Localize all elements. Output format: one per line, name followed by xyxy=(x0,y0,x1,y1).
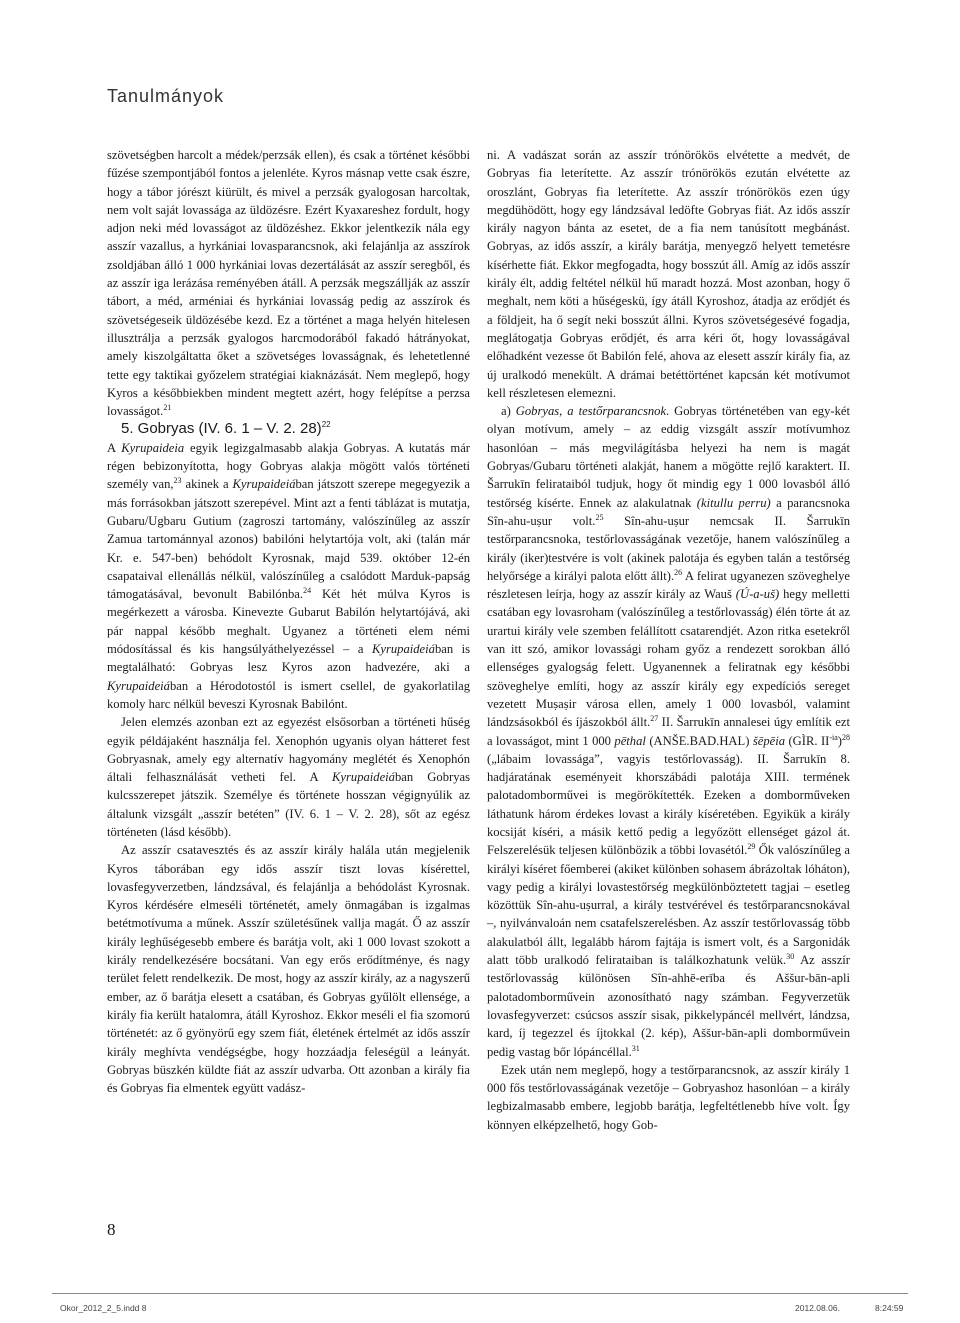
footnote-ref: 27 xyxy=(650,714,659,724)
footnote-ref: 25 xyxy=(595,512,604,522)
crop-line xyxy=(52,1293,908,1294)
paragraph: Jelen elemzés azonban ezt az egyezést elsősorban a történeti hűség egyik példájaként használja fel. Xenophón ugyanis olyan hátteret fest Gobryasnak, amely egy alternatív hagyomány meglétét és Xenophón általi felhasználását vetheti fel. A Kyrupaideiában Gobryas kulcsszerepet játszik. Személye és története hosszan végignyúlik az általunk vizsgált „asszír betéten” (IV. 6. 1 – V. 2. 28), sőt az egész történeten (lásd később). xyxy=(107,715,470,839)
footer-date: 2012.08.06. xyxy=(795,1303,840,1313)
paragraph: a) Gobryas, a testőrparancsnok. Gobryas történetében van egy-két olyan motívum, amely – az eddig vizsgált asszír motívumhoz hasonlóan – más megvilágításba helyezi ha nem is magát Gobryas/Gubaru történeti alakját, hanem a mögötte rejlő karaktert. II. Šarrukīn felirataiból tudjuk, hogy őt mindig egy 1 000 lovasból álló testőrség kísérte. Ennek az alakulatnak (kitullu perru) a parancsnoka Sîn-ahu-uṣur volt.$^{25}$ Sîn-ahu-uṣur nemcsak II. Šarrukīn testőrparancsnoka, testőrlovasságának vezetője, hanem valószínűleg a király (iker)testvére is volt (akinek palotája és egyben talán a testőrség helyőrsége a királyi palota előtt állt).$^{26}$ A felirat ugyanezen szöveghelye részletesen leírja, hogy az asszír király az Wauš (Ú-a-uš) hegy melletti csatában egy lovasroham (valószínűleg a testőrlovasság) élén törte át az urartui király vele szemben felállított csatarendjét. Azon ritka esetekről van itt szó, amikor lovassági roham győz a rendezett sorokban álló ellenséges gyalogság felett. Ugyanennek a feliratnak egy későbbi szöveghelye említi, hogy az asszír király egy expedíciós sereget vezetett Muṣaṣir városa ellen, amely 1 000 lovasból, valamint lándzsásokból és íjászokból állt.$^{27}$ II. Šarrukīn annalesei úgy említik ezt a lovasságot, mint 1 000 pēthal (ANŠE.BAD.HAL) šēpēia (GÌR. $II^{-ia})^{28}$ („lábaim lovassága”, vagyis testőrlovasság). II. Šarrukīn 8. hadjáratának eseményeit khorszábádi palotája XIII. termének palotadomborművei is megörökítették. Ezeken a domborműveken láthatunk három érdekes lovast a király kíséretében. Egyikük a király kocsiját kíséri, a másik kettő pedig a legyőzött ellenséget gázol át. Felszerelésük teljesen különbözik a többi lovasétól.$^{29}$ Ők valószínűleg a királyi kíséret főemberei (akiket különben sohasem ábrázoltak lóháton), vagy pedig a királyi lovastestőrség megkülönböztetett tagjai – esetleg közöttük Sîn-ahu-uṣurral, a király testvérével és testőrparancsnokával –, nyilvánvaloán nem csatafelszerelésben. Az asszír testőrlovasság több alakulatból állt, legalább három fajtája is ismert volt, és a Sargonidák alatt több uralkodó felirataiban is találkozhatunk velük.$^{30}$ Az asszír testőrlovasság különösen Sîn-ahhē-erība és Aššur-bān-apli palotadomborművein azonosítható nagy számban. Fegyverzetük lovasfegyverzet: csúcsos asszír sisak, pikkelypáncél mellvért, lándzsa, kard, íj tegezzel és íjtokkal (2. kép), Aššur-bān-apli domborművein pedig vastag bőr lópáncéllal.$^{31}$ xyxy=(487,404,851,1059)
footnote-ref: 31 xyxy=(631,1043,640,1053)
paragraph: Az asszír csatavesztés és az asszír király halála után megjelenik Kyros táborában egy idős asszír tiszt lovas kísérettel, lovasfegyverzetben, lándzsával, és felajánlja a behódolást Kyrosnak. Kyros kérdésére elmeséli történetét, amely önmagában is izgalmas betétmotívuma a műnek. Asszír születésűnek vallja magát. Ő az asszír király leghűségesebb embere és barátja volt, aki 1 000 lovast szokott a király rendelkezésére bocsátani. Van egy erős erődítménye, és nagy terület felett rendelkezik. De most, hogy az asszír király, az a nagyszerű ember, az ő barátja elesett a csatában, és Gobryas gyűlölt ellensége, a király fia került hatalomra, átáll Kyroshoz. Ekkor meséli el fia szomorú történetét: az ő gyönyörű egy szem fiát, életének értelmét az idős asszír király meghívta vendégségbe, hogy hozzáadja feleségül a leányát. Gobryas büszkén küldte fiát az asszír udvarba. Ott azonban a király fia és Gobryas fia elmentek együtt vadász- xyxy=(107,843,470,1096)
page-number: 8 xyxy=(107,1220,116,1239)
footnote-ref: 29 xyxy=(747,842,756,852)
footer-filename: Okor_2012_2_5.indd 8 xyxy=(60,1303,147,1313)
paragraph: A Kyrupaideia egyik legizgalmasabb alakja Gobryas. A kutatás már régen bebizonyította, hogy Gobryas alakja mögött valós történeti személy van,$^{23}$ akinek a Kyrupaideiában játszott szerepe megegyezik a más forrásokban játszott szerepével. Mint azt a fenti táblázat is mutatja, Gubaru/Ugbaru Gutium (zagroszi tartomány, valószínűleg az asszír Zamua tartománnyal azonos) babilóni helytartója volt, aki (talán már Kr. e. 547-ben) behódolt Kyrosnak, majd 539. október 12-én csapataival ellenállás nélkül, valószínűleg a csalódott Marduk-papság támogatásával, bevonult Babilónba.$^{24}$ Két hét múlva Kyros is megérkezett a városba. Kinevezte Gubarut Babilón helytartójává, aki pár nappal később meghalt. Ugyanez a történeti elem némi módosítással és kis hangsúlyáthelyezéssel – a Kyrupaideiában is megtalálható: Gobryas lesz Kyros azon hadvezére, aki a Kyrupaideiában a Hérodotostól is ismert csellel, de gyakorlatilag komoly harc nélkül beveszi Kyrosnak Babilónt. xyxy=(107,440,471,711)
section-heading: 5. Gobryas (IV. 6. 1 – V. 2. 28)$^{22}$ xyxy=(121,420,331,438)
footnote-ref: 24 xyxy=(303,585,312,595)
print-footer xyxy=(0,1297,960,1323)
footnote-ref: 26 xyxy=(674,567,683,577)
footnote-ref: 28 xyxy=(842,732,850,742)
paragraph: Ezek után nem meglepő, hogy a testőrparancsnok, az asszír király 1 000 fős testőrlovasságának vezetője – Gobryashoz hasonlóan – a király legbizalmasabb embere, legjobb barátja, legfeltétlenebb híve volt. Így könnyen elképzelhető, hogy Gob- xyxy=(487,1062,850,1132)
footnote-ref: 21 xyxy=(163,402,172,412)
footnote-ref: 22 xyxy=(321,420,331,430)
left-column xyxy=(107,146,470,1097)
footer-time: 8:24:59 xyxy=(875,1303,904,1313)
footnote-ref: 23 xyxy=(173,476,182,486)
paragraph: szövetségben harcolt a médek/perzsák ellen), és csak a történet későbbi fűzése szempontjából fontos a jelenléte. Kyros másnap vette csak észre, hogy a tábor jórészt kiürült, és mivel a perzsák gyalogosan harcoltak, nem volt saját lovassága az üldözésre. Ezért Kyaxareshez fordult, hogy adjon neki méd lovasságot az üldözéshez. Ekkor jelentkezik nála egy asszír vazallus, a hyrkániai lovasparancsnok, aki felajánlja az asszírok zsoldjában álló 1 000 hyrkániai lovas dezertálását az asszír seregből, és az asszír iga lerázása reményében átáll. A perzsák megszállják az asszír tábort, a méd, arméniai és hyrkániai lovasság pedig az asszírok és szövetségeseik üldözésébe kezd. Ez a történet a maga helyén hitelesen illusztrálja a perzsák gyalogos harcmodorából fakadó hátrányokat, amely kiszolgáltatta őket a szövetséges lovasságnak, és lehetetlenné tette egy taktikai győzelem stratégiai kiaknázását. Nem meglepő, hogy Kyros a későbbiekben mindent megtett azért, hogy felépítse a perzsa lovasságot.$^{21}$ xyxy=(107,148,470,419)
section-title: Tanulmányok xyxy=(107,86,225,106)
right-column xyxy=(487,146,850,1134)
paragraph: ni. A vadászat során az asszír trónörökös elvétette a medvét, de Gobryas fia leterítette. Az asszír trónörökös ezután elvétette az oroszlánt, Gobryas fia leterítette. Az asszír trónörökös ezen úgy megdühödött, hogy egy lándzsával ledöfte Gobryas fiát. Az idős asszír király nagyon bánta az esetet, de a fia nem tanúsított megbánást. Gobryas, az idős asszír, a király barátja, menyegző helyett temetésre kísérhette fiát. Ekkor megfogadta, hogy bosszút áll. Amíg az idős asszír király élt, addig feltétel nélkül hű maradt hozzá. Most azonban, hogy ő meghalt, nem köti a hűségeskü, így átáll Kyroshoz, átadja az erődjét és a földjeit, ha ő segít neki bosszút állni. Kyros szövetségesévé fogadja, meglátogatja Gobryas erődjét, és arra kéri őt, hogy lovasságával előhadként vezesse őt Babilón felé, ahova az elesett asszír király fia, az új uralkodó menekült. A drámai betéttörténet kapcsán két motívumot kell részletesen elemezni. xyxy=(487,148,850,400)
footnote-ref: 30 xyxy=(786,951,795,961)
